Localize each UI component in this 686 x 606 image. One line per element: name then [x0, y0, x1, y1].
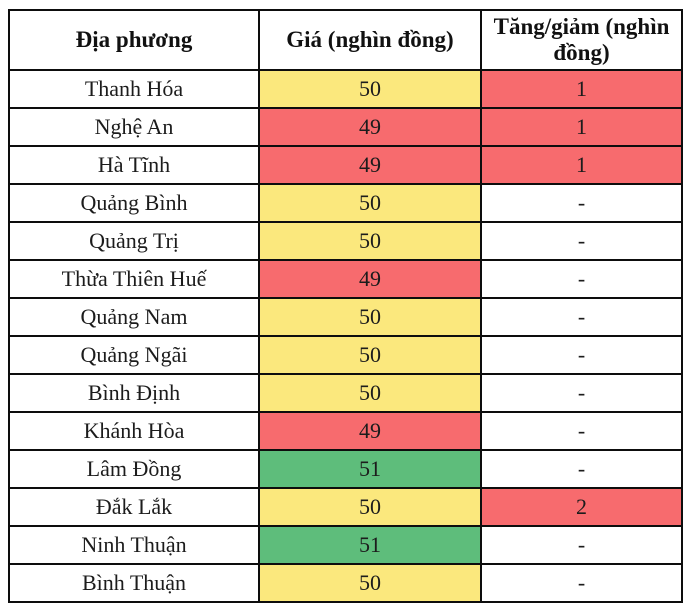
province-cell: Quảng Ngãi — [9, 336, 259, 374]
price-cell: 50 — [259, 222, 481, 260]
change-cell: - — [481, 298, 682, 336]
price-cell: 50 — [259, 184, 481, 222]
table-row — [9, 450, 682, 488]
price-table — [8, 9, 683, 603]
price-cell: 49 — [259, 412, 481, 450]
province-cell: Khánh Hòa — [9, 412, 259, 450]
col-header-price: Giá (nghìn đồng) — [259, 10, 481, 70]
province-cell: Thừa Thiên Huế — [9, 260, 259, 298]
change-cell: 1 — [481, 146, 682, 184]
price-cell: 50 — [259, 336, 481, 374]
change-cell: - — [481, 374, 682, 412]
price-cell: 49 — [259, 108, 481, 146]
province-cell: Đắk Lắk — [9, 488, 259, 526]
change-cell: - — [481, 412, 682, 450]
province-cell: Hà Tĩnh — [9, 146, 259, 184]
province-cell: Bình Thuận — [9, 564, 259, 602]
province-cell: Thanh Hóa — [9, 70, 259, 108]
table-row — [9, 222, 682, 260]
table-row — [9, 298, 682, 336]
table-row — [9, 260, 682, 298]
price-cell: 50 — [259, 564, 481, 602]
change-cell: - — [481, 450, 682, 488]
header-row — [9, 10, 682, 70]
table-row — [9, 488, 682, 526]
table-row — [9, 184, 682, 222]
price-cell: 51 — [259, 526, 481, 564]
province-cell: Ninh Thuận — [9, 526, 259, 564]
price-cell: 50 — [259, 70, 481, 108]
change-cell: - — [481, 526, 682, 564]
table-row — [9, 412, 682, 450]
province-cell: Quảng Nam — [9, 298, 259, 336]
province-cell: Bình Định — [9, 374, 259, 412]
table-row — [9, 70, 682, 108]
change-cell: 2 — [481, 488, 682, 526]
price-cell: 50 — [259, 374, 481, 412]
table-row — [9, 146, 682, 184]
table-row — [9, 336, 682, 374]
price-cell: 49 — [259, 146, 481, 184]
table-row — [9, 108, 682, 146]
table-row — [9, 526, 682, 564]
change-cell: - — [481, 184, 682, 222]
change-cell: - — [481, 222, 682, 260]
province-cell: Quảng Bình — [9, 184, 259, 222]
col-header-change: Tăng/giảm (nghìn đồng) — [481, 10, 682, 70]
change-cell: - — [481, 336, 682, 374]
province-cell: Nghệ An — [9, 108, 259, 146]
change-cell: - — [481, 564, 682, 602]
change-cell: - — [481, 260, 682, 298]
table-row — [9, 374, 682, 412]
province-cell: Quảng Trị — [9, 222, 259, 260]
price-cell: 49 — [259, 260, 481, 298]
price-cell: 50 — [259, 488, 481, 526]
change-cell: 1 — [481, 70, 682, 108]
table-row — [9, 564, 682, 602]
change-cell: 1 — [481, 108, 682, 146]
price-cell: 50 — [259, 298, 481, 336]
col-header-province: Địa phương — [9, 10, 259, 70]
price-cell: 51 — [259, 450, 481, 488]
province-cell: Lâm Đồng — [9, 450, 259, 488]
